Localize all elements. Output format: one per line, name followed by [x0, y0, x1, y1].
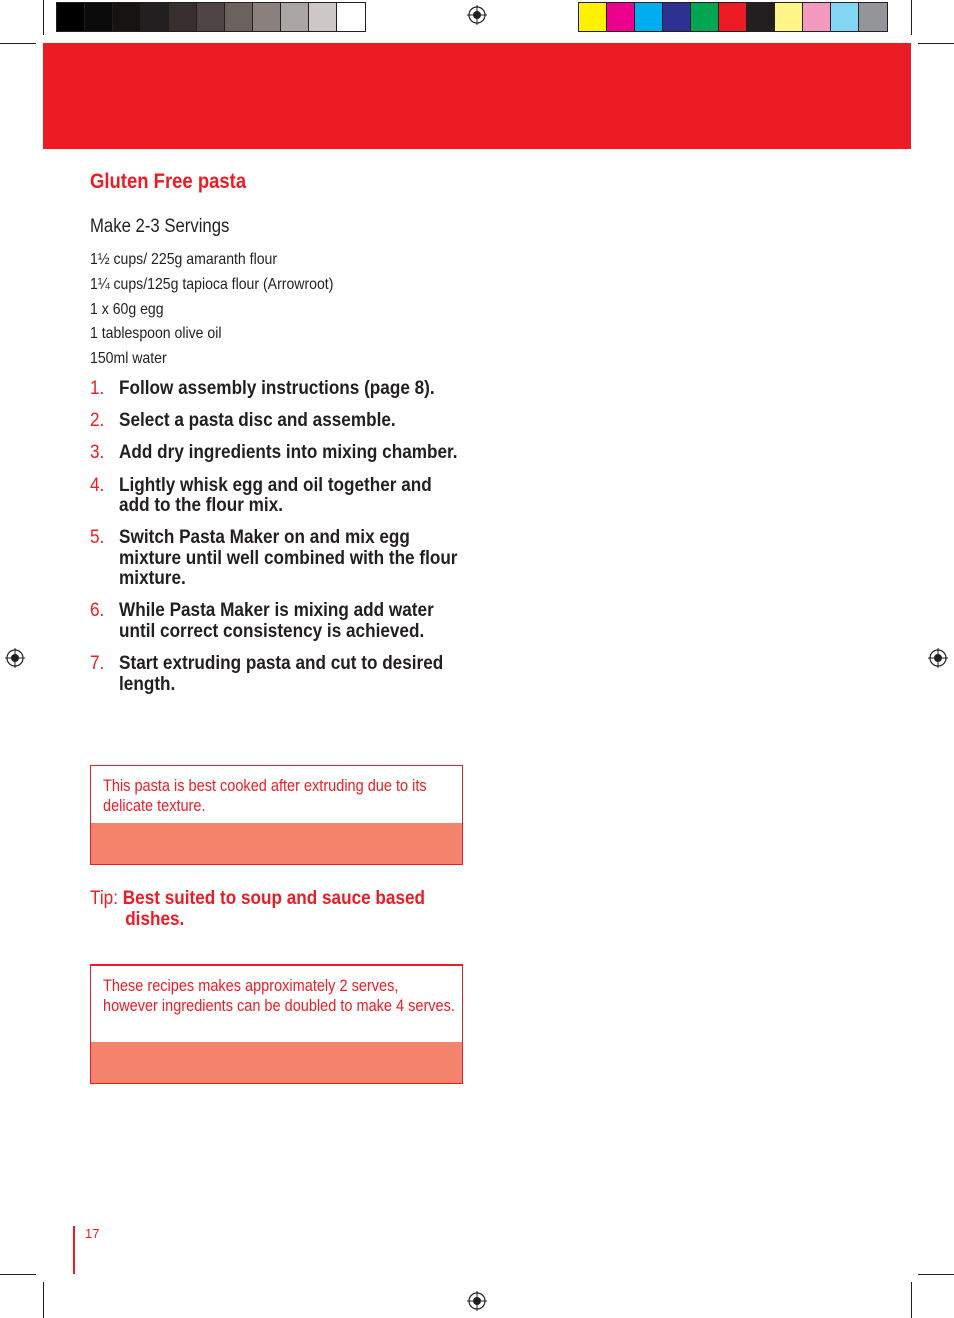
method-steps	[90, 378, 460, 706]
step-number: 5.	[90, 526, 105, 549]
servings-heading: Make 2-3 Servings	[90, 216, 230, 237]
color-swatch	[141, 3, 169, 31]
color-swatch	[747, 3, 775, 31]
registration-mark-icon	[5, 648, 25, 668]
note-fill-band	[91, 1042, 462, 1083]
step-text: While Pasta Maker is mixing add water until correct consistency is achieved.	[119, 599, 434, 642]
crop-mark	[918, 1274, 954, 1275]
color-swatch	[663, 3, 691, 31]
color-swatch	[579, 3, 607, 31]
color-swatch	[169, 3, 197, 31]
color-swatch	[309, 3, 337, 31]
step-text: Follow assembly instructions (page 8).	[119, 377, 435, 399]
crop-mark	[911, 1282, 912, 1318]
ingredient-item: 150ml water	[90, 350, 167, 368]
step-item	[90, 442, 460, 463]
step-text: Start extruding pasta and cut to desired length.	[119, 652, 444, 695]
ingredient-item: 1 tablespoon olive oil	[90, 325, 222, 343]
step-number: 6.	[90, 599, 105, 622]
ingredient-item: 1 x 60g egg	[90, 300, 164, 318]
tip-text	[90, 888, 460, 929]
color-swatch	[831, 3, 859, 31]
header-band	[43, 43, 911, 149]
color-swatch	[635, 3, 663, 31]
color-swatch	[607, 3, 635, 31]
crop-mark	[43, 0, 44, 35]
color-swatch	[775, 3, 803, 31]
color-swatch	[197, 3, 225, 31]
tip-line: Best suited to soup and sauce based	[122, 887, 426, 909]
color-swatch	[57, 3, 85, 31]
crop-mark	[918, 43, 954, 44]
color-swatch	[253, 3, 281, 31]
note-box	[90, 765, 463, 865]
page-title: Gluten Free pasta	[90, 170, 247, 193]
registration-mark-icon	[467, 1291, 487, 1311]
color-swatch	[281, 3, 309, 31]
color-swatch	[113, 3, 141, 31]
note-text: These recipes makes approximately 2 serves, however ingredients can be doubled to make 4 serves.	[103, 977, 455, 1015]
registration-mark-icon	[928, 648, 948, 668]
step-text: Lightly whisk egg and oil together and add to the flour mix.	[119, 473, 432, 517]
tip-line: dishes.	[125, 907, 185, 930]
step-number: 7.	[90, 652, 105, 675]
ingredient-list	[90, 248, 333, 372]
step-item	[90, 600, 460, 641]
step-text: Add dry ingredients into mixing chamber.	[119, 441, 458, 464]
step-item	[90, 475, 460, 516]
color-swatch	[859, 3, 887, 31]
note-fill-band	[91, 823, 462, 864]
note-box	[90, 964, 463, 1084]
step-item	[90, 527, 460, 589]
page-number-rule	[73, 1226, 75, 1274]
crop-mark	[911, 0, 912, 35]
step-item	[90, 378, 460, 399]
step-text: Switch Pasta Maker on and mix egg mixture until well combined with the flour mixture.	[119, 526, 458, 590]
color-swatch	[719, 3, 747, 31]
gray-color-bar	[56, 2, 366, 32]
ingredient-item: 1¼ cups/125g tapioca flour (Arrowroot)	[90, 275, 334, 293]
ingredient-item: 1½ cups/ 225g amaranth flour	[90, 251, 278, 268]
step-text: Select a pasta disc and assemble.	[119, 409, 396, 432]
crop-mark	[0, 43, 36, 44]
color-swatch	[691, 3, 719, 31]
step-number: 2.	[90, 409, 105, 432]
crop-mark	[0, 1274, 36, 1275]
color-swatch	[803, 3, 831, 31]
color-bar	[578, 2, 888, 32]
step-number: 4.	[90, 473, 105, 496]
page-number: 17	[85, 1226, 100, 1241]
color-swatch	[85, 3, 113, 31]
color-swatch	[337, 3, 365, 31]
step-item	[90, 653, 460, 694]
tip-label: Tip:	[90, 887, 118, 909]
step-item	[90, 410, 460, 431]
step-number: 3.	[90, 441, 105, 464]
note-text: This pasta is best cooked after extruding due to its delicate texture.	[103, 777, 427, 815]
step-number: 1.	[90, 377, 105, 399]
registration-mark-icon	[467, 5, 487, 25]
color-swatch	[225, 3, 253, 31]
crop-mark	[43, 1282, 44, 1318]
